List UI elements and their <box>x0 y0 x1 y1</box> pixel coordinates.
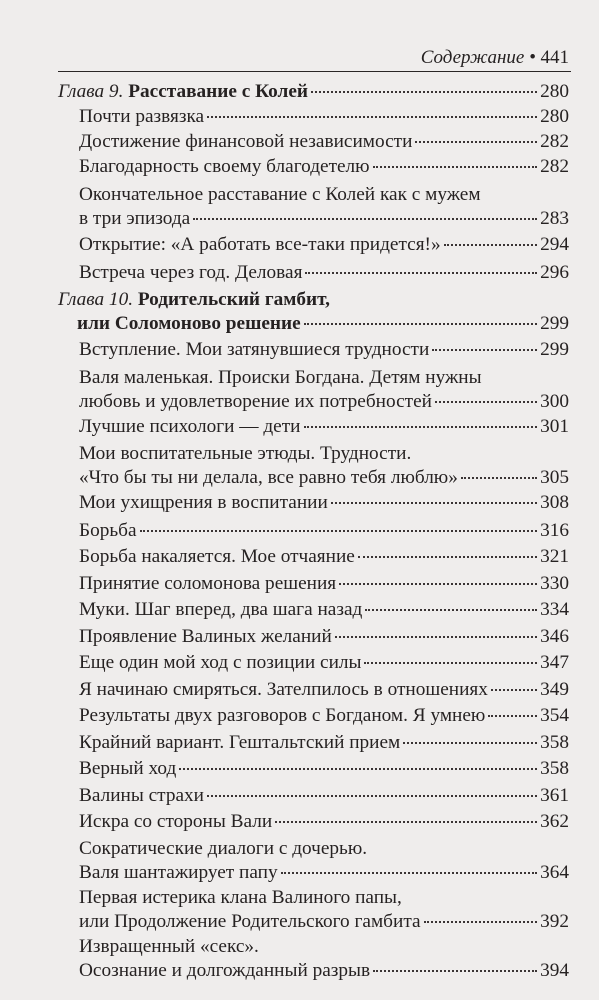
entry-title: Принятие соломонова решения <box>79 573 337 594</box>
page-number: 280 <box>540 106 569 127</box>
entry-title: Борьба <box>79 520 137 541</box>
page-number: 347 <box>540 652 569 673</box>
entry-title: Результаты двух разговоров с Богданом. Я умнею <box>79 705 486 726</box>
dot-leader <box>305 272 537 274</box>
entry-title-line-1: Валя маленькая. Происки Богдана. Детям нужны <box>79 367 482 388</box>
toc-entry[interactable] <box>0 810 599 837</box>
chapter-title-line-1: Родительский гамбит, <box>137 289 330 310</box>
dot-leader <box>461 477 537 479</box>
dot-leader <box>311 91 537 93</box>
dot-leader <box>373 970 537 972</box>
table-of-contents <box>0 80 599 984</box>
entry-title-line-2: в три эпизода <box>79 208 191 229</box>
entry-title: Муки. Шаг вперед, два шага назад <box>79 599 363 620</box>
header-section-title: Содержание <box>420 47 525 68</box>
toc-entry[interactable] <box>0 442 599 491</box>
chapter-title: Расставание с Колей <box>128 81 309 102</box>
toc-entry[interactable] <box>0 491 599 519</box>
page-number: 301 <box>540 416 569 437</box>
chapter-label: Глава 9. <box>58 81 124 102</box>
toc-chapter-10[interactable] <box>0 288 599 338</box>
dot-leader <box>432 349 537 351</box>
page-number: 282 <box>540 131 569 152</box>
entry-title: Почти развязка <box>79 106 205 127</box>
page-number: 394 <box>540 960 569 981</box>
toc-entry[interactable] <box>0 105 599 130</box>
entry-title-line-2: «Что бы ты ни делала, все равно тебя люблю» <box>79 467 458 488</box>
entry-title: Валины страхи <box>79 785 204 806</box>
toc-entry[interactable] <box>0 886 599 935</box>
entry-title: Достижение финансовой независимости <box>79 131 413 152</box>
page-number: 294 <box>540 234 569 255</box>
toc-chapter-9[interactable] <box>0 80 599 105</box>
dot-leader <box>403 742 537 744</box>
entry-title-line-1: Первая истерика клана Валиного папы, <box>79 887 402 908</box>
dot-leader <box>435 401 537 403</box>
page-number: 321 <box>540 546 569 567</box>
dot-leader <box>358 556 537 558</box>
page-number: 334 <box>540 599 569 620</box>
toc-entry[interactable] <box>0 233 599 261</box>
page-number: 282 <box>540 156 569 177</box>
dot-leader <box>140 530 538 532</box>
page-number: 305 <box>540 467 569 488</box>
page-number: 300 <box>540 391 569 412</box>
dot-leader <box>335 636 537 638</box>
entry-title: Мои ухищрения в воспитании <box>79 492 328 513</box>
entry-title: Искра со стороны Вали <box>79 811 273 832</box>
toc-entry[interactable] <box>0 366 599 415</box>
entry-title: Открытие: «А работать все-таки придется!» <box>79 234 441 255</box>
entry-title: Я начинаю смиряться. Зателпилось в отношениях <box>79 679 488 700</box>
entry-title: Борьба накаляется. Мое отчаяние <box>79 546 355 567</box>
toc-entry[interactable] <box>0 731 599 757</box>
toc-entry[interactable] <box>0 935 599 984</box>
chapter-label: Глава 10. <box>58 289 134 310</box>
page-number: 330 <box>540 573 569 594</box>
page-number: 361 <box>540 785 569 806</box>
toc-entry[interactable] <box>0 651 599 678</box>
dot-leader <box>415 141 537 143</box>
page-number: 283 <box>540 208 569 229</box>
entry-title-line-2: или Продолжение Родительского гамбита <box>79 911 421 932</box>
running-header <box>421 47 569 69</box>
dot-leader <box>179 768 537 770</box>
dot-leader <box>339 583 537 585</box>
dot-leader <box>207 795 537 797</box>
entry-title: Крайний вариант. Гештальтский прием <box>79 732 401 753</box>
entry-title-line-2: любовь и удовлетворение их потребностей <box>79 391 432 412</box>
toc-entry[interactable] <box>0 598 599 625</box>
dot-leader <box>373 166 537 168</box>
toc-entry[interactable] <box>0 183 599 233</box>
page-number: 354 <box>540 705 569 726</box>
header-separator: • <box>529 47 536 68</box>
dot-leader <box>488 715 537 717</box>
page-number: 358 <box>540 758 569 779</box>
entry-title: Проявление Валиных желаний <box>79 626 332 647</box>
toc-entry[interactable] <box>0 130 599 155</box>
page-number: 362 <box>540 811 569 832</box>
page-number: 392 <box>540 911 569 932</box>
entry-title-line-1: Окончательное расставание с Колей как с мужем <box>79 184 481 205</box>
dot-leader <box>365 609 537 611</box>
toc-entry[interactable] <box>0 261 599 288</box>
dot-leader <box>304 323 537 325</box>
dot-leader <box>193 218 537 220</box>
header-rule <box>58 71 571 72</box>
entry-title: Лучшие психологи — дети <box>79 416 301 437</box>
entry-title-line-1: Сократические диалоги с дочерью. <box>79 838 368 859</box>
page-number: 316 <box>540 520 569 541</box>
page-number: 346 <box>540 626 569 647</box>
dot-leader <box>281 872 537 874</box>
entry-title: Вступление. Мои затянувшиеся трудности <box>79 339 430 360</box>
dot-leader <box>491 689 537 691</box>
dot-leader <box>424 921 538 923</box>
page-number: 358 <box>540 732 569 753</box>
page-number: 308 <box>540 492 569 513</box>
dot-leader <box>331 502 537 504</box>
dot-leader <box>207 116 537 118</box>
dot-leader <box>304 426 538 428</box>
toc-entry[interactable] <box>0 784 599 810</box>
entry-title-line-2: Осознание и долгожданный разрыв <box>79 960 371 981</box>
page-number: 280 <box>540 81 569 102</box>
toc-entry[interactable] <box>0 519 599 545</box>
entry-title: Встреча через год. Деловая <box>79 262 303 283</box>
page-number: 299 <box>540 313 569 334</box>
header-page-number: 441 <box>540 47 569 68</box>
page-number: 349 <box>540 679 569 700</box>
toc-entry[interactable] <box>0 678 599 704</box>
dot-leader <box>444 244 537 246</box>
chapter-title-line-2: или Соломоново решение <box>77 313 301 334</box>
toc-entry[interactable] <box>0 572 599 598</box>
entry-title-line-1: Мои воспитательные этюды. Трудности. <box>79 443 412 464</box>
entry-title: Еще один мой ход с позиции силы <box>79 652 362 673</box>
toc-entry[interactable] <box>0 415 599 442</box>
page-number: 299 <box>540 339 569 360</box>
dot-leader <box>364 662 537 664</box>
toc-entry[interactable] <box>0 837 599 886</box>
dot-leader <box>275 821 537 823</box>
page-number: 364 <box>540 862 569 883</box>
toc-entry[interactable] <box>0 625 599 651</box>
entry-title: Верный ход <box>79 758 177 779</box>
page-number: 296 <box>540 262 569 283</box>
entry-title-line-2: Валя шантажирует папу <box>79 862 278 883</box>
entry-title: Благодарность своему благодетелю <box>79 156 370 177</box>
toc-entry[interactable] <box>0 155 599 183</box>
toc-entry[interactable] <box>0 757 599 784</box>
entry-title-line-1: Извращенный «секс». <box>79 936 259 957</box>
toc-entry[interactable] <box>0 338 599 366</box>
toc-entry[interactable] <box>0 545 599 572</box>
toc-entry[interactable] <box>0 704 599 731</box>
